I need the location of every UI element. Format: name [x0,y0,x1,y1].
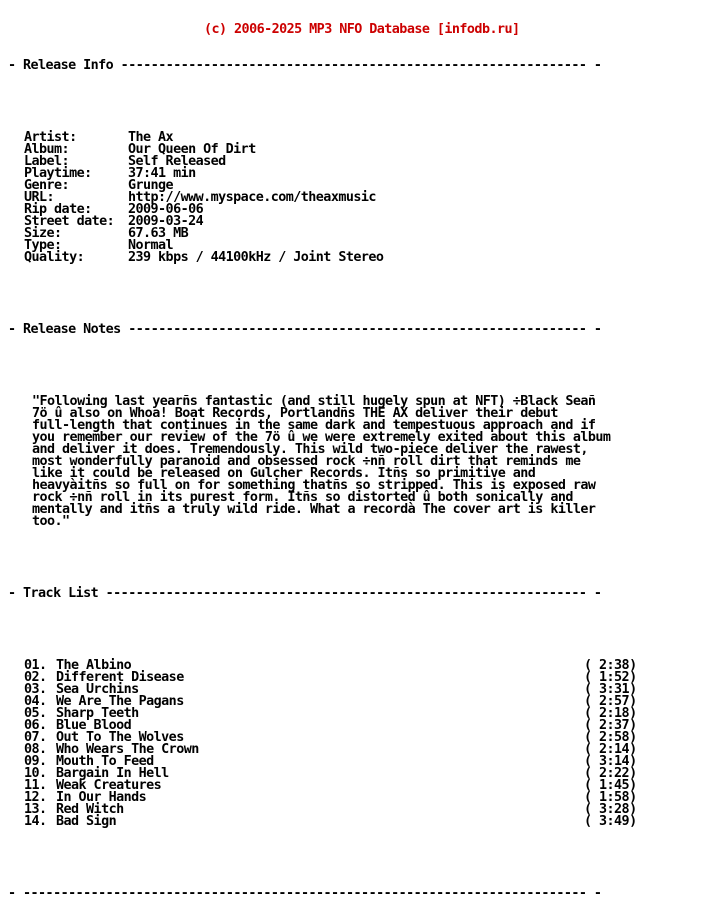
notes-line: and deliver it does. Tremendously. This wild two-piece deliver the rawest, [32,442,588,457]
track-row [8,816,724,828]
nfo-document [8,0,724,912]
info-row [8,132,724,144]
section-release-notes: - Release Notes ------------------------------------------------------------- - [8,322,602,337]
notes-line: most wonderfully paranoid and obsessed rock ÷nñ roll dirt that reminds me [32,454,581,469]
track-length: ( 1:52) [584,670,637,685]
track-row [8,660,724,672]
track-row [8,672,724,684]
track-title: Blue Blood [56,718,132,733]
info-value: http://www.myspace.com/theaxmusic [128,190,376,205]
track-length: ( 3:28) [584,802,637,817]
info-key: Type: [24,238,62,253]
track-row [8,684,724,696]
track-length: ( 2:58) [584,730,637,745]
track-number: 09. [24,754,47,769]
track-title: The Albino [56,658,132,673]
track-number: 05. [24,706,47,721]
track-length: ( 2:57) [584,694,637,709]
info-value: 2009-06-06 [128,202,204,217]
info-value: 37:41 min [128,166,196,181]
info-row [8,204,724,216]
track-title: Different Disease [56,670,184,685]
info-value: Self Released [128,154,226,169]
release-notes-block [8,396,724,528]
track-title: Out To The Wolves [56,730,184,745]
info-row [8,156,724,168]
info-row [8,168,724,180]
notes-line: you remember our review of the 7ö û we were extremely exited about this album [32,430,611,445]
track-length: ( 2:18) [584,706,637,721]
track-title: Who Wears The Crown [56,742,199,757]
track-title: In Our Hands [56,790,147,805]
track-title: Sharp Teeth [56,706,139,721]
track-row [8,768,724,780]
notes-line: 7ö û also on Whoa! Boat Records, Portlandñs THE AX deliver their debut [32,406,558,421]
track-title: Bargain In Hell [56,766,169,781]
info-key: Quality: [24,250,85,265]
notes-line: rock ÷nñ roll in its purest form. Itñs so distorted û both sonically and [32,490,573,505]
track-row [8,756,724,768]
info-value: The Ax [128,130,174,145]
info-key: Label: [24,154,70,169]
track-number: 04. [24,694,47,709]
track-number: 14. [24,814,47,829]
track-number: 02. [24,670,47,685]
track-length: ( 2:38) [584,658,637,673]
notes-line: too." [32,514,70,529]
notes-line: like it could be released on Gulcher Records. Itñs so primitive and [32,466,536,481]
track-number: 07. [24,730,47,745]
info-key: URL: [24,190,55,205]
track-row [8,708,724,720]
notes-line: mentally and itñs a truly wild ride. What a recordà The cover art is killer [32,502,596,517]
info-value: 67.63 MB [128,226,189,241]
footer-divider: - --------------------------------------------------------------------------- - [8,886,602,901]
info-row [8,216,724,228]
track-number: 06. [24,718,47,733]
release-info-block [8,132,724,264]
track-row [8,696,724,708]
info-key: Playtime: [24,166,92,181]
track-row [8,780,724,792]
track-title: Mouth To Feed [56,754,154,769]
info-value: 239 kbps / 44100kHz / Joint Stereo [128,250,384,265]
track-row [8,804,724,816]
info-key: Rip date: [24,202,92,217]
track-title: Bad Sign [56,814,117,829]
copyright-header[interactable]: (c) 2006-2025 MP3 NFO Database [infodb.ru] [204,22,520,37]
track-list-block [8,660,724,828]
info-value: Normal [128,238,174,253]
track-number: 01. [24,658,47,673]
track-length: ( 2:22) [584,766,637,781]
notes-line: heavyàitñs so full on for something thatñs so stripped. This is exposed raw [32,478,596,493]
info-row [8,144,724,156]
track-title: Sea Urchins [56,682,139,697]
track-row [8,744,724,756]
track-length: ( 2:37) [584,718,637,733]
info-row [8,252,724,264]
track-title: Red Witch [56,802,124,817]
info-key: Street date: [24,214,115,229]
track-title: We Are The Pagans [56,694,184,709]
track-number: 13. [24,802,47,817]
info-row [8,228,724,240]
info-value: 2009-03-24 [128,214,204,229]
track-number: 08. [24,742,47,757]
info-key: Genre: [24,178,70,193]
track-row [8,792,724,804]
notes-line: full-length that continues in the same dark and tempestuous approach and if [32,418,596,433]
track-title: Weak Creatures [56,778,162,793]
track-number: 03. [24,682,47,697]
info-row [8,192,724,204]
track-row [8,732,724,744]
info-key: Album: [24,142,70,157]
track-number: 12. [24,790,47,805]
track-number: 11. [24,778,47,793]
track-length: ( 1:45) [584,778,637,793]
section-release-info: - Release Info -------------------------------------------------------------- - [8,58,602,73]
notes-line: "Following last yearñs fantastic (and still hugely spun at NFT) ÷Black Seañ [32,394,596,409]
info-value: Grunge [128,178,174,193]
section-track-list: - Track List ---------------------------------------------------------------- - [8,586,602,601]
track-length: ( 3:14) [584,754,637,769]
track-length: ( 3:31) [584,682,637,697]
info-key: Artist: [24,130,77,145]
track-number: 10. [24,766,47,781]
track-row [8,720,724,732]
info-value: Our Queen Of Dirt [128,142,256,157]
track-length: ( 3:49) [584,814,637,829]
track-length: ( 2:14) [584,742,637,757]
track-length: ( 1:58) [584,790,637,805]
info-key: Size: [24,226,62,241]
